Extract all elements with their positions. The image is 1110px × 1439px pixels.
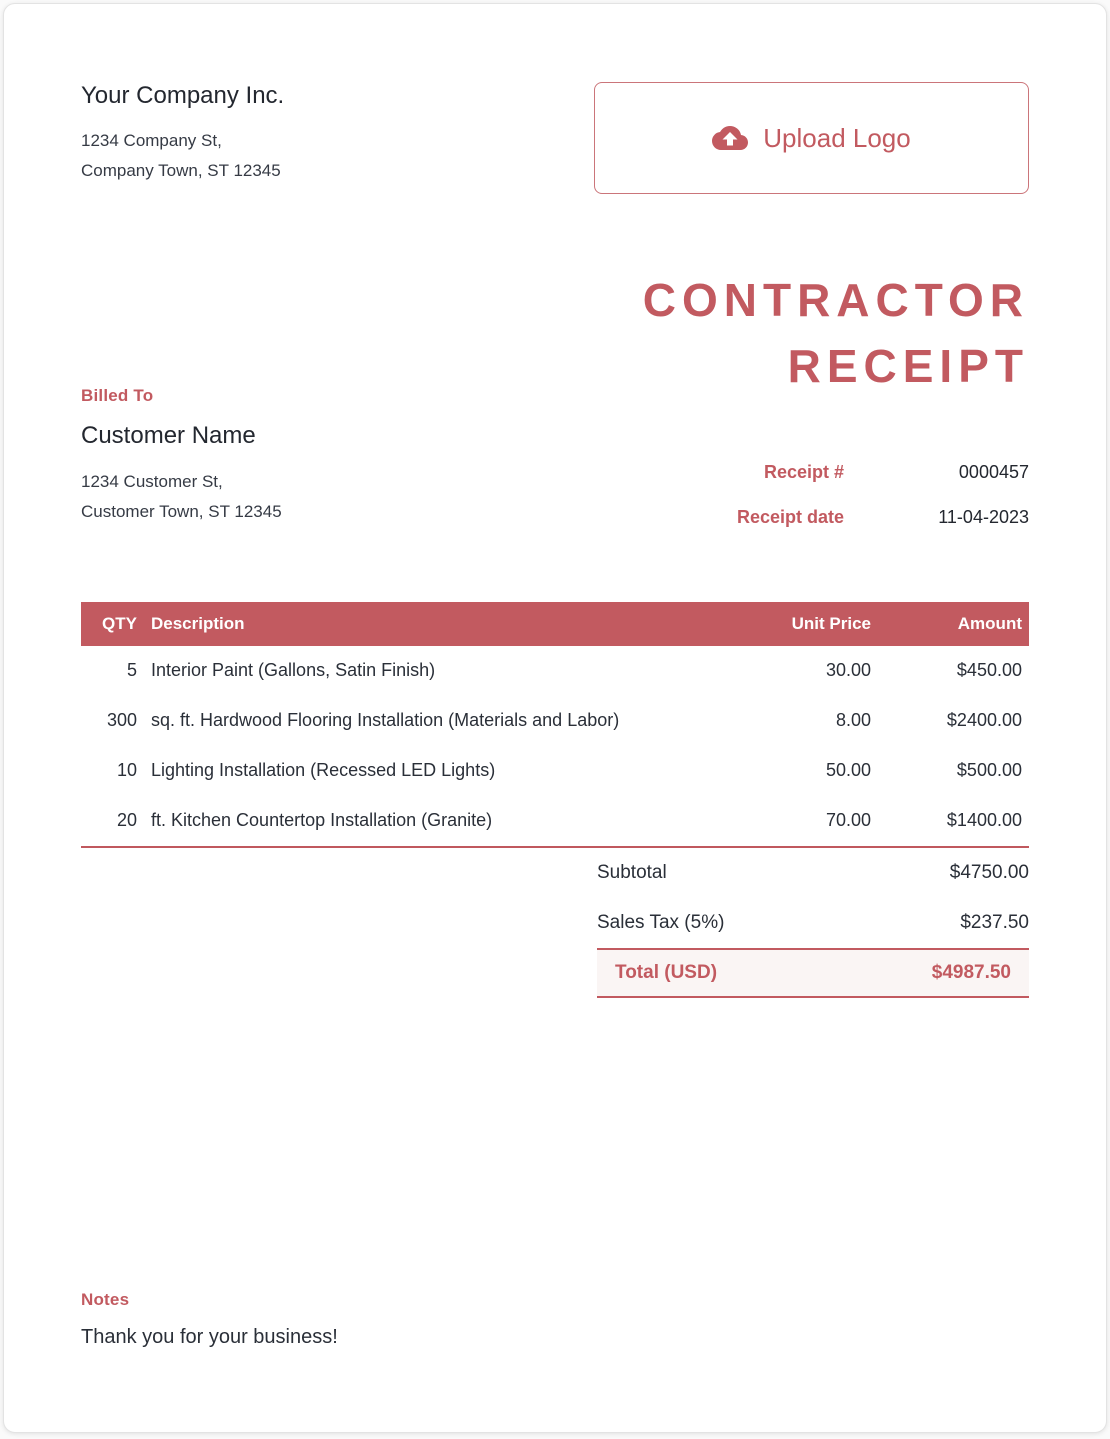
receipt-date-value: 11-04-2023 [938,506,1029,527]
page-header [81,4,1029,194]
total-row [597,948,1029,998]
company-block [81,82,284,187]
mid-section [81,194,1029,540]
company-address-line1: 1234 Company St, [81,131,222,150]
sales-tax-label: Sales Tax (5%) [597,911,725,933]
table-row [81,696,1029,746]
row-qty: 20 [116,810,137,831]
upload-logo-label: Upload Logo [763,122,911,153]
row-unit-price: 50.00 [825,760,871,781]
receipt-number-value: 0000457 [958,461,1029,482]
header-description: Description [151,613,245,633]
row-qty: 5 [126,660,137,681]
row-amount: $1400.00 [946,810,1022,831]
table-row [81,796,1029,846]
row-unit-price: 70.00 [825,810,871,831]
sales-tax-row [597,898,1029,948]
customer-address-line1: 1234 Customer St, [81,472,223,491]
subtotal-value: $4750.00 [949,861,1029,883]
total-label: Total (USD) [615,961,718,983]
row-amount: $450.00 [956,660,1022,681]
row-amount: $500.00 [956,760,1022,781]
receipt-date-label: Receipt date [736,506,844,527]
row-unit-price: 8.00 [835,710,871,731]
company-address-line2: Company Town, ST 12345 [81,161,281,181]
summary-block [597,848,1029,998]
receipt-date-row [737,495,1029,540]
header-qty: QTY [102,613,137,633]
company-name: Your Company Inc. [81,82,285,109]
row-description: sq. ft. Hardwood Flooring Installation (Materials and Labor) [151,710,620,731]
table-row [81,646,1029,696]
receipt-number-label: Receipt # [763,461,844,482]
total-value: $4987.50 [931,961,1011,983]
sales-tax-value: $237.50 [960,911,1029,933]
items-table [81,602,1029,848]
table-row [81,746,1029,796]
row-qty: 10 [116,760,137,781]
table-header-row [81,602,1029,646]
row-amount: $2400.00 [946,710,1022,731]
customer-address-line2: Customer Town, ST 12345 [81,502,282,522]
row-description: Lighting Installation (Recessed LED Lights) [151,760,496,781]
subtotal-row [597,848,1029,898]
header-amount: Amount [957,613,1022,633]
page-title-line1: CONTRACTOR [642,274,1029,326]
row-unit-price: 30.00 [825,660,871,681]
notes-block [81,1290,1029,1349]
billed-to-label: Billed To [81,386,154,405]
subtotal-label: Subtotal [597,861,667,883]
notes-text: Thank you for your business! [81,1325,338,1348]
row-description: Interior Paint (Gallons, Satin Finish) [151,660,436,681]
row-description: ft. Kitchen Countertop Installation (Granite) [151,810,493,831]
row-qty: 300 [106,710,137,731]
billed-to-block [81,386,282,528]
notes-label: Notes [81,1289,130,1309]
cloud-upload-icon [712,120,748,156]
receipt-page [3,3,1107,1433]
upload-logo-button[interactable] [594,82,1029,194]
page-title [643,268,1029,400]
receipt-number-row [737,450,1029,495]
header-unit-price: Unit Price [791,613,871,633]
title-meta-block [643,268,1029,540]
customer-name: Customer Name [81,422,256,449]
page-title-line2: RECEIPT [787,339,1029,392]
receipt-meta [737,450,1029,540]
